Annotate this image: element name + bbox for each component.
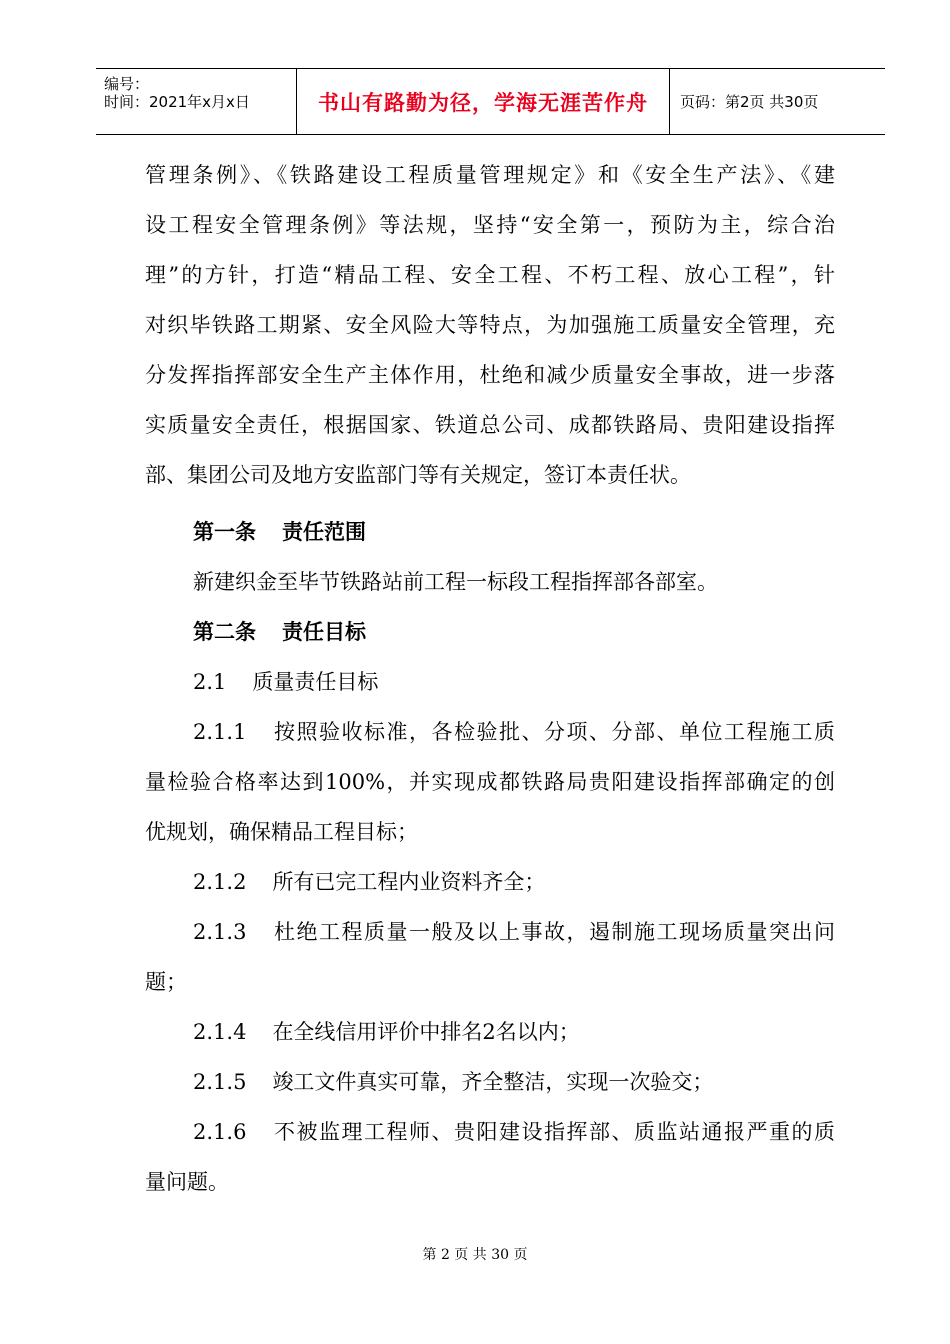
- item-2-1-5-number: 2.1.5: [193, 1070, 247, 1094]
- number-label: 编号：: [104, 75, 150, 93]
- article-1-title: 责任范围: [282, 519, 366, 544]
- page-footer: 第 2 页 共 30 页: [422, 1247, 528, 1263]
- item-2-1-6: [193, 1117, 835, 1147]
- intro-line: 实质量安全责任，根据国家、铁道总公司、成都铁路局、贵阳建设指挥: [145, 413, 835, 437]
- article-1-number: 第一条: [193, 519, 256, 544]
- item-2-1-4: [193, 1017, 580, 1047]
- item-2-1-6-number: 2.1.6: [193, 1120, 247, 1144]
- section-2-1-heading: [193, 667, 378, 697]
- intro-line: 设工程安全管理条例》等法规，坚持“安全第一，预防为主，综合治: [145, 213, 835, 237]
- item-2-1-1-line: 量检验合格率达到100%，并实现成都铁路局贵阳建设指挥部确定的创: [145, 770, 835, 794]
- item-2-1-1-number: 2.1.1: [193, 720, 247, 744]
- item-2-1-3-line: 杜绝工程质量一般及以上事故，遏制施工现场质量突出问: [272, 920, 835, 944]
- page-info: 页码：第2页 共30页: [680, 93, 819, 111]
- article-1-text: 新建织金至毕节铁路站前工程一标段工程指挥部各部室。: [193, 570, 718, 594]
- intro-line: 管理条例》、《铁路建设工程质量管理规定》和《安全生产法》、《建: [145, 163, 835, 187]
- motto-text: 书山有路勤为径，学海无涯苦作舟: [318, 89, 648, 115]
- item-2-1-2-text: 所有已完工程内业资料齐全；: [272, 870, 546, 894]
- intro-line: 理”的方针，打造“精品工程、安全工程、不朽工程、放心工程”，针: [145, 263, 835, 287]
- item-2-1-6-line: 量问题。: [145, 1170, 229, 1194]
- item-2-1-1: [193, 717, 835, 747]
- item-2-1-3-line: 题；: [145, 970, 187, 994]
- item-2-1-2: [193, 867, 545, 897]
- item-2-1-3: [193, 917, 835, 947]
- header-meta-cell: [96, 69, 297, 134]
- item-2-1-4-text: 在全线信用评价中排名2名以内；: [272, 1020, 580, 1044]
- item-2-1-2-number: 2.1.2: [193, 870, 247, 894]
- document-header: [96, 68, 885, 135]
- item-2-1-1-line: 按照验收标准，各检验批、分项、分部、单位工程施工质: [272, 720, 835, 744]
- article-2-number: 第二条: [193, 619, 256, 644]
- header-page-cell: [670, 69, 885, 134]
- intro-line: 部、集团公司及地方安监部门等有关规定，签订本责任状。: [145, 463, 691, 487]
- item-2-1-5-text: 竣工文件真实可靠，齐全整洁，实现一次验交；: [272, 1070, 714, 1094]
- time-label: 时间：2021年x月x日: [104, 93, 250, 111]
- article-1-heading: [193, 517, 366, 547]
- article-2-title: 责任目标: [282, 619, 366, 644]
- section-2-1-title: 质量责任目标: [252, 670, 379, 694]
- article-2-heading: [193, 617, 366, 647]
- intro-line: 分发挥指挥部安全生产主体作用，杜绝和减少质量安全事故，进一步落: [145, 363, 835, 387]
- item-2-1-1-line: 优规划，确保精品工程目标；: [145, 820, 418, 844]
- item-2-1-6-line: 不被监理工程师、贵阳建设指挥部、质监站通报严重的质: [272, 1120, 835, 1144]
- item-2-1-5: [193, 1067, 713, 1097]
- item-2-1-3-number: 2.1.3: [193, 920, 247, 944]
- section-2-1-number: 2.1: [193, 670, 227, 694]
- intro-line: 对织毕铁路工期紧、安全风险大等特点，为加强施工质量安全管理，充: [145, 313, 835, 337]
- header-motto-cell: [297, 69, 670, 134]
- item-2-1-4-number: 2.1.4: [193, 1020, 247, 1044]
